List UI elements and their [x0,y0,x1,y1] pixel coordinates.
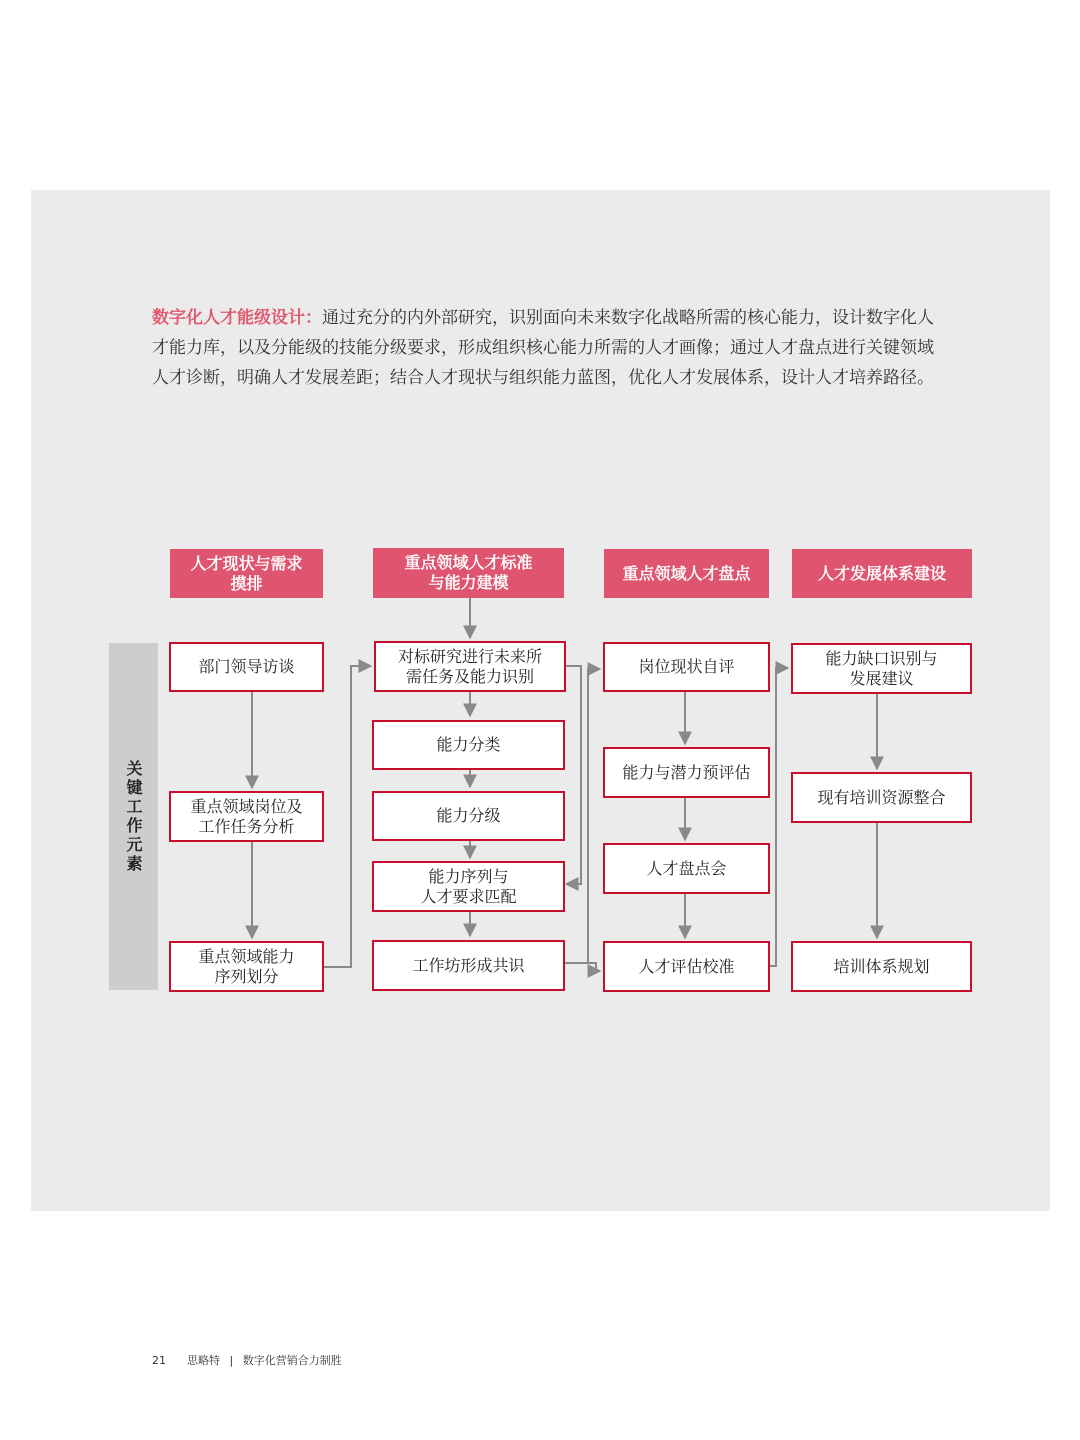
header-talent-standards: 重点领域人才标准 与能力建模 [373,548,564,598]
footer-brand: 思略特 [187,1354,220,1367]
footer-separator: | [229,1354,234,1367]
header-talent-status: 人才现状与需求 摸排 [170,549,323,598]
box-capability-classification: 能力分类 [372,720,565,770]
footer-title: 数字化营销合力制胜 [242,1354,342,1367]
arrow-c3-to-c4 [770,668,788,966]
arrow-c2-loop [566,666,581,884]
box-sequence-matching: 能力序列与 人才要求匹配 [372,861,565,912]
box-benchmark-research: 对标研究进行未来所 需任务及能力识别 [374,641,566,692]
box-talent-review-meeting: 人才盘点会 [603,843,770,894]
box-gap-identification: 能力缺口识别与 发展建议 [791,643,972,694]
side-label-bar [109,643,158,990]
header-talent-review: 重点领域人才盘点 [604,549,769,598]
box-workshop-consensus: 工作坊形成共识 [372,940,565,991]
arrow-c1-to-c2 [323,666,371,967]
intro-lead: 数字化人才能级设计： [152,308,322,328]
arrow-c2-to-c3-last [588,963,600,971]
box-self-assessment: 岗位现状自评 [603,642,770,692]
page-number: 21 [152,1354,166,1367]
arrow-c2-to-c3 [565,669,600,963]
header-talent-development: 人才发展体系建设 [792,549,972,598]
box-potential-pre-assessment: 能力与潜力预评估 [603,747,770,798]
intro-body: 通过充分的内外部研究，识别面向未来数字化战略所需的核心能力，设计数字化人才能力库，以及分能级的技能分级要求，形成组织核心能力所需的人才画像；通过人才盘点进行关键领域人才诊断，明确人才发展差距；结合人才现状与组织能力蓝图，优化人才发展体系，设计人才培养路径。 [152,308,934,388]
box-capability-grading: 能力分级 [372,791,565,841]
box-training-resource-integration: 现有培训资源整合 [791,772,972,823]
box-leader-interview: 部门领导访谈 [169,642,324,692]
box-assessment-calibration: 人才评估校准 [603,941,770,992]
box-training-system-planning: 培训体系规划 [791,941,972,992]
box-capability-sequence: 重点领域能力 序列划分 [169,941,324,992]
side-label: 关键工作元素 [124,759,143,874]
box-role-task-analysis: 重点领域岗位及 工作任务分析 [169,791,324,842]
page-footer [152,1352,342,1368]
